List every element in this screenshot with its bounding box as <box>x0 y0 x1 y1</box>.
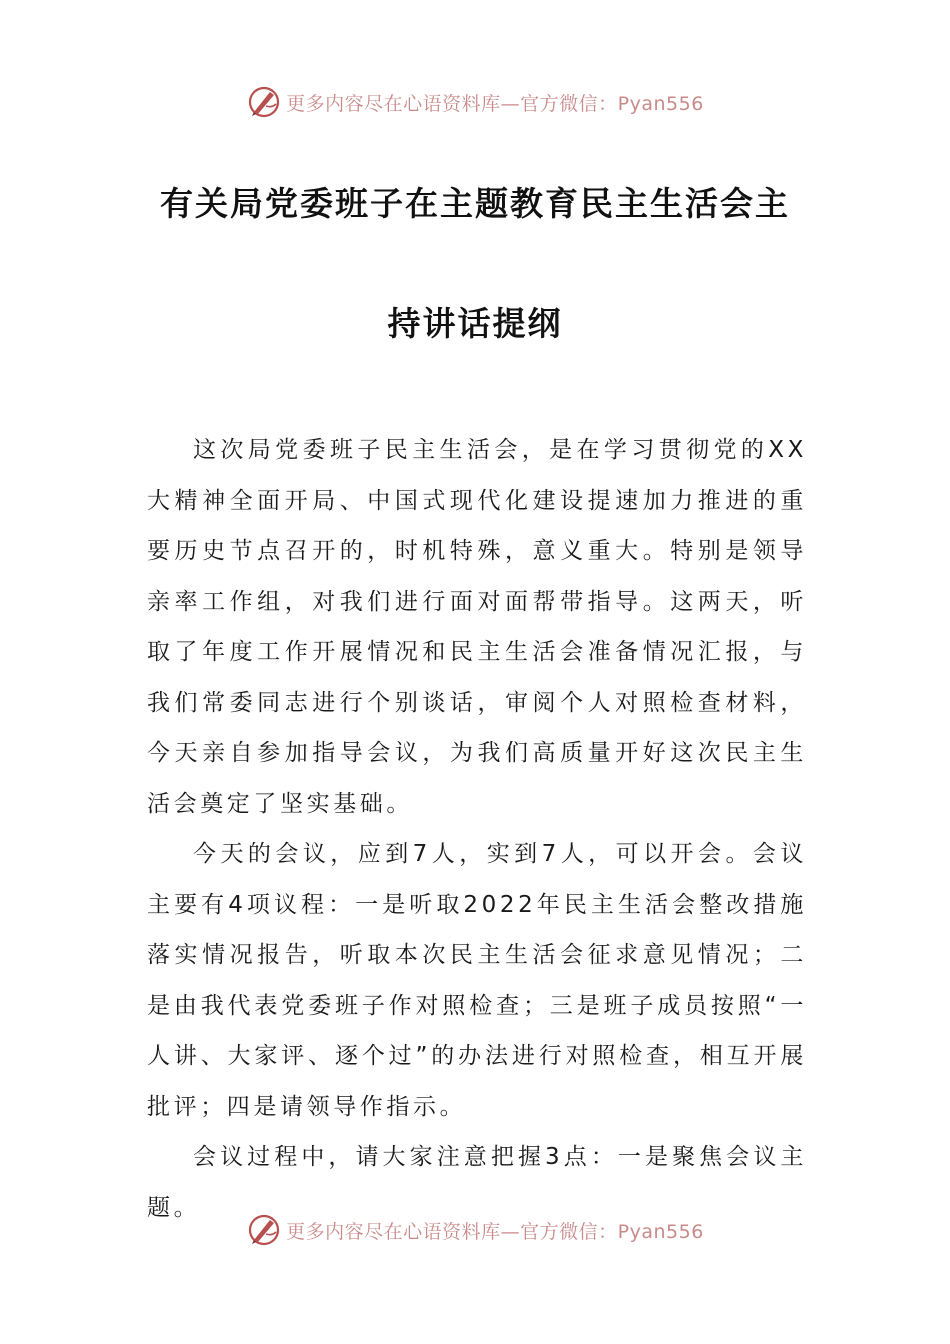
paragraph: 这次局党委班子民主生活会，是在学习贯彻党的XX大精神全面开局、中国式现代化建设提速加力推进的重要历史节点召开的，时机特殊，意义重大。特别是领导亲率工作组，对我们进行面对面帮带指导。这两天，听取了年度工作开展情况和民主生活会准备情况汇报，与我们常委同志进行个别谈话，审阅个人对照检查材料，今天亲自参加指导会议，为我们高质量开好这次民主生活会奠定了坚实基础。 <box>147 437 807 817</box>
document-title-line2: 持讲话提纲 <box>387 304 563 343</box>
watermark-banner-top <box>0 82 950 122</box>
paragraph: 会议过程中，请大家注意把握3点：一是聚焦会议主题。 <box>147 1144 807 1221</box>
pen-logo-icon <box>246 1212 282 1248</box>
document-body <box>147 425 807 1233</box>
paragraph: 今天的会议，应到7人，实到7人，可以开会。会议主要有4项议程：一是听取2022年民主生活会整改措施落实情况报告，听取本次民主生活会征求意见情况；二是由我代表党委班子作对照检查；三是班子成员按照“一人讲、大家评、逐个过”的办法进行对照检查，相互开展批评；四是请领导作指示。 <box>147 841 807 1120</box>
watermark-text: 更多内容尽在心语资料库—官方微信：Pyan556 <box>286 92 704 115</box>
document-title-line1: 有关局党委班子在主题教育民主生活会主 <box>160 184 790 223</box>
watermark-banner-bottom <box>0 1210 950 1250</box>
pen-logo-icon <box>246 84 282 120</box>
watermark-text: 更多内容尽在心语资料库—官方微信：Pyan556 <box>286 1220 704 1243</box>
